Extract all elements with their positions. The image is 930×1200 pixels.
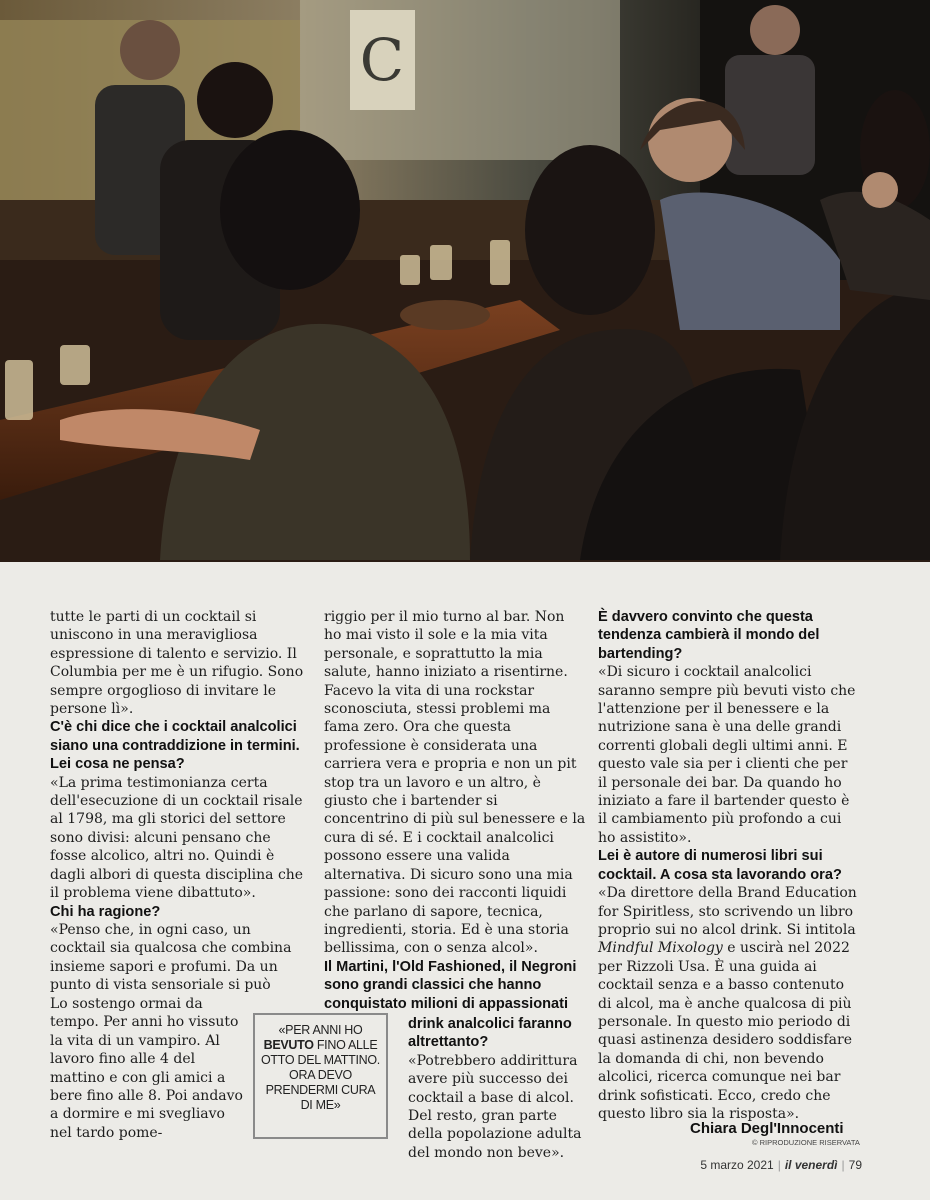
interview-question: Chi ha ragione? [50,903,161,920]
paragraph: «Di sicuro i cocktail analcolici saranno sempre più bevuti visto che l'attenzione per il benessere e la nutrizione sana è una delle grandi correnti globali degli ultimi anni. E questo vale sia per i clienti che per il personale dei bar. Da quando ho iniziato a fare il bartender questo è il cambiamento più profondo a cui ho assistito». [598,664,856,846]
footer-separator: | [777,1158,781,1172]
paragraph: tutte le parti di un cocktail si uniscono in una meravigliosa espressione di talento e servizio. Il Columbia per me è un rifugio. Sono sempre orgoglioso di invitare le persone lì». [50,609,304,718]
author-byline: Chiara Degl'Innocenti [690,1120,844,1137]
copyright-note: © RIPRODUZIONE RISERVATA [752,1138,860,1147]
footer-separator: | [841,1158,845,1172]
paragraph-continuation: Lo sostengo ormai da tempo. Per anni ho vissuto la vita di un vampiro. Al lavoro fino alle 4 del mattino e con gli amici a bere fino alle 8. Poi andavo a dormire e mi svegliavo nel tardo pome- [50,996,243,1141]
interview-question-continuation: drink analcolici faranno altrettanto? [408,1016,572,1051]
column-2 [324,608,586,1014]
book-title: Mindful Mixology [598,940,723,957]
paragraph: «La prima testimonianza certa dell'esecuzione di un cocktail risale al 1798, ma gli storici del settore sono divisi: alcuni pensano che fosse alcolico, altri no. Quindi è dagli albori di questa disciplina che il problema viene dibattuto». [50,774,304,902]
paragraph-text: e uscirà nel 2022 per Rizzoli Usa. È una guida ai cocktail senza e a basso contenuto di alcol, ma è anche qualcosa di più personale. In questo mio periodo di quasi astinenza desidero soddisfare la domanda di chi, non bevendo alcolici, ricerca comunque nei bar drink sofisticati. Ecco, credo che questo libro sia la risposta». [598,940,852,1122]
issue-date: 5 marzo 2021 [700,1158,774,1172]
interview-question: È davvero convinto che questa tendenza cambierà il mondo del bartending? [598,609,820,662]
bar-scene-illustration [0,0,930,562]
pull-quote-text: FINO ALLE OTTO DEL MATTINO. ORA DEVO PRENDERMI CURA DI ME» [261,1038,380,1112]
paragraph-text: «Da direttore della Brand Education for Spiritless, sto scrivendo un libro proprio sui no alcol drink. Si intitola [598,885,857,938]
svg-text:C: C [359,26,405,94]
pull-quote-emphasis: BEVUTO [263,1038,314,1052]
column-1 [50,608,308,995]
page-footer [700,1158,862,1172]
paragraph: «Penso che, in ogni caso, un cocktail sia qualcosa che combina insieme sapori e profumi. Da un punto di vista sensoriale si può [50,921,292,994]
pull-quote-text: «PER ANNI HO [278,1023,363,1037]
column-2-continuation [408,1015,586,1162]
paragraph: riggio per il mio turno al bar. Non ho mai visto il sole e la mia vita personale, e soprattutto la mia salute, hanno iniziato a risentirne. Facevo la vita di una rockstar sconosciuta, stessi problemi ma fama zero. Ora che questa professione è considerata una carriera vera e propria e non un pit stop tra un lavoro e un altro, è giusto che i bartender si concentrino di più sul benessere e la cura di sé. E i cocktail analcolici possono essere una valida alternativa. Di sicuro sono una mia passione: sono dei racconti liquidi che parlano di sapore, tecnica, ingredienti, storia. Ed è una storia bellissima, con o senza alcol». [324,609,586,957]
column-1-continuation [50,995,246,1161]
column-3 [598,608,860,1123]
bar-photo [0,0,930,562]
paragraph: «Potrebbero addirittura avere più successo dei cocktail a base di alcol. Del resto, gran parte della popolazione adulta del mondo non beve». [408,1052,582,1161]
paragraph [598,884,860,1123]
interview-question: Lei è autore di numerosi libri sui cocktail. A cosa sta lavorando ora? [598,848,842,883]
interview-question: C'è chi dice che i cocktail analcolici siano una contraddizione in termini. Lei cosa ne pensa? [50,719,300,773]
page-number: 79 [848,1158,862,1172]
magazine-name: il venerdì [784,1158,838,1172]
interview-question: Il Martini, l'Old Fashioned, il Negroni sono grandi classici che hanno conquistato milioni di appassionati [324,958,577,1012]
pull-quote [253,1013,388,1139]
